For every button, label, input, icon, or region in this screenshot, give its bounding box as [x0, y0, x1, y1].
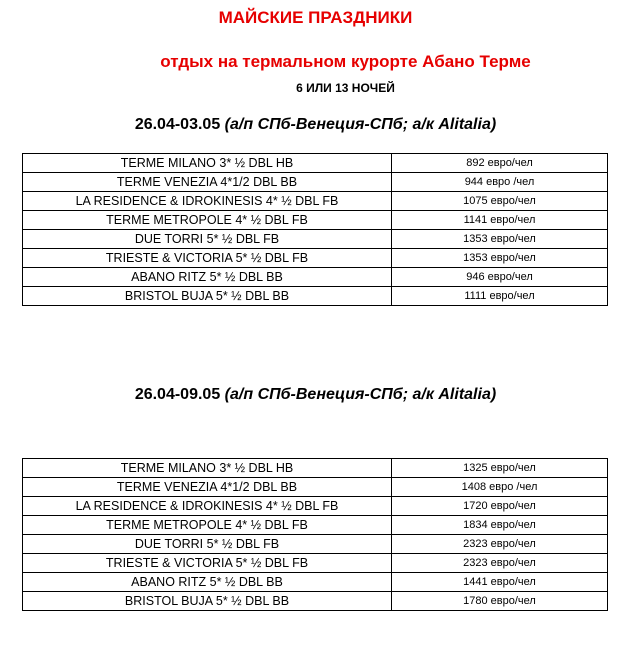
price-cell: 1441 евро/чел — [392, 573, 608, 592]
hotel-cell: TRIESTE & VICTORIA 5* ½ DBL FB — [23, 249, 392, 268]
hotel-cell: BRISTOL BUJA 5* ½ DBL BB — [23, 287, 392, 306]
table-row — [23, 268, 608, 287]
price-cell: 1325 евро/чел — [392, 459, 608, 478]
table-row — [23, 592, 608, 611]
price-cell: 944 евро /чел — [392, 173, 608, 192]
price-cell: 2323 евро/чел — [392, 535, 608, 554]
price-cell: 1834 евро/чел — [392, 516, 608, 535]
price-cell: 1111 евро/чел — [392, 287, 608, 306]
hotel-cell: TERME VENEZIA 4*1/2 DBL BB — [23, 478, 392, 497]
hotel-cell: TERME MILANO 3* ½ DBL HB — [23, 154, 392, 173]
hotel-cell: BRISTOL BUJA 5* ½ DBL BB — [23, 592, 392, 611]
price-cell: 2323 евро/чел — [392, 554, 608, 573]
hotel-cell: TRIESTE & VICTORIA 5* ½ DBL FB — [23, 554, 392, 573]
table-row — [23, 249, 608, 268]
table-row — [23, 554, 608, 573]
table-row — [23, 516, 608, 535]
hotel-cell: TERME VENEZIA 4*1/2 DBL BB — [23, 173, 392, 192]
table-row — [23, 192, 608, 211]
price-cell: 892 евро/чел — [392, 154, 608, 173]
page-subtitle: отдых на термальном курорте Абано Терме — [160, 52, 531, 71]
hotel-cell: DUE TORRI 5* ½ DBL FB — [23, 535, 392, 554]
price-cell: 1780 евро/чел — [392, 592, 608, 611]
table-row — [23, 173, 608, 192]
hotel-cell: ABANO RITZ 5* ½ DBL BB — [23, 573, 392, 592]
price-cell: 1720 евро/чел — [392, 497, 608, 516]
table-row — [23, 497, 608, 516]
hotel-cell: LA RESIDENCE & IDROKINESIS 4* ½ DBL FB — [23, 192, 392, 211]
table-row — [23, 230, 608, 249]
period-details: (а/п СПб-Венеция-СПб; а/к Alitalia) — [224, 386, 497, 403]
table-row — [23, 211, 608, 230]
table-row — [23, 573, 608, 592]
page-title: МАЙСКИЕ ПРАЗДНИКИ — [218, 8, 413, 27]
hotel-cell: TERME METROPOLE 4* ½ DBL FB — [23, 211, 392, 230]
period-heading-1 — [0, 116, 631, 134]
hotel-cell: TERME MILANO 3* ½ DBL HB — [23, 459, 392, 478]
price-cell: 946 евро/чел — [392, 268, 608, 287]
table-row — [23, 154, 608, 173]
hotel-cell: LA RESIDENCE & IDROKINESIS 4* ½ DBL FB — [23, 497, 392, 516]
hotel-cell: TERME METROPOLE 4* ½ DBL FB — [23, 516, 392, 535]
table-row — [23, 535, 608, 554]
price-table-2 — [22, 458, 608, 611]
price-cell: 1353 евро/чел — [392, 249, 608, 268]
hotel-cell: ABANO RITZ 5* ½ DBL BB — [23, 268, 392, 287]
table-row — [23, 287, 608, 306]
table-row — [23, 478, 608, 497]
price-cell: 1353 евро/чел — [392, 230, 608, 249]
price-cell: 1075 евро/чел — [392, 192, 608, 211]
nights-info: 6 ИЛИ 13 НОЧЕЙ — [296, 81, 395, 95]
price-cell: 1141 евро/чел — [392, 211, 608, 230]
price-table-1 — [22, 153, 608, 306]
hotel-cell: DUE TORRI 5* ½ DBL FB — [23, 230, 392, 249]
table-row — [23, 459, 608, 478]
period-dates: 26.04-09.05 — [134, 386, 221, 403]
period-dates: 26.04-03.05 — [134, 116, 221, 133]
period-heading-2 — [0, 386, 631, 404]
period-details: (а/п СПб-Венеция-СПб; а/к Alitalia) — [224, 116, 497, 133]
price-cell: 1408 евро /чел — [392, 478, 608, 497]
